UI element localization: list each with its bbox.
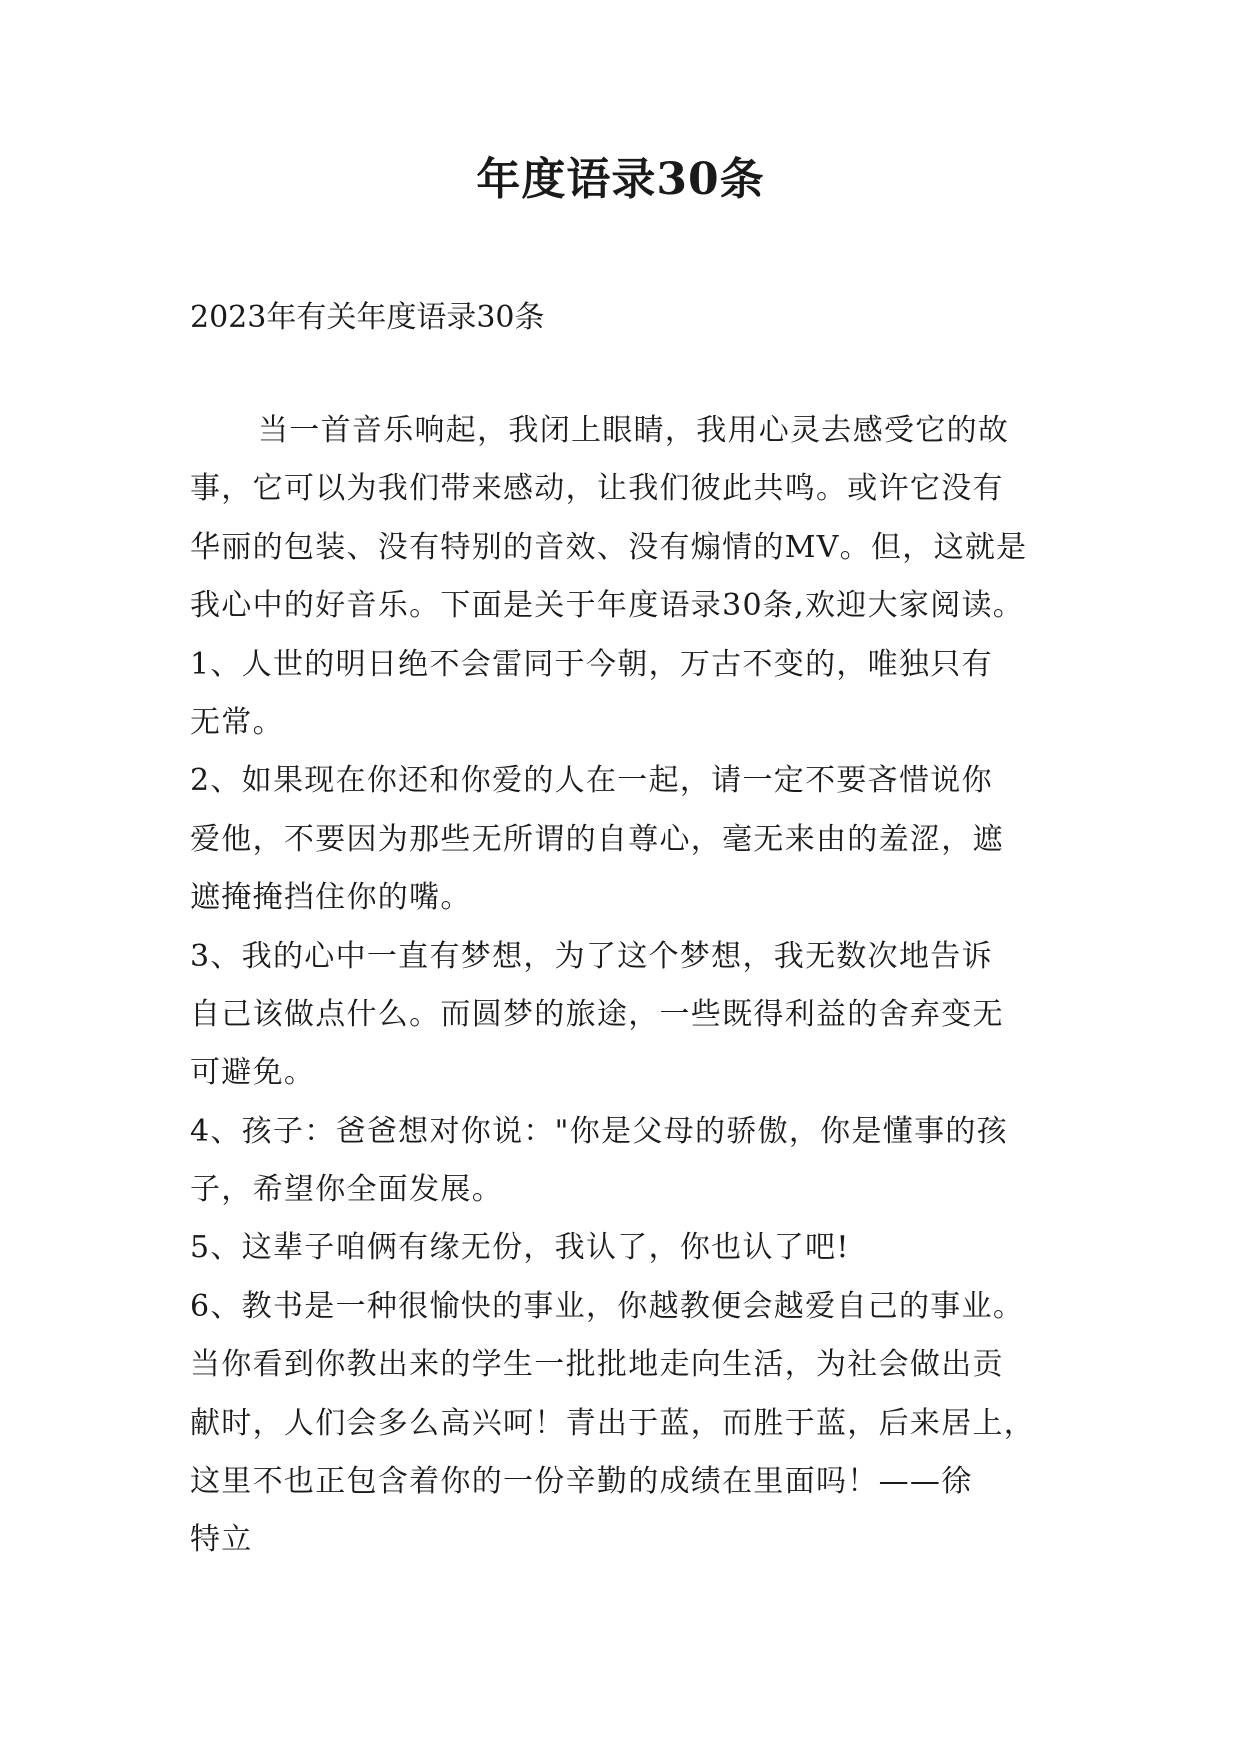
body-line: 2、如果现在你还和你爱的人在一起，请一定不要吝惜说你 xyxy=(190,763,993,799)
document-title: 年度语录30条 xyxy=(476,154,765,205)
body-line: 4、孩子：爸爸想对你说："你是父母的骄傲，你是懂事的孩 xyxy=(190,1113,1008,1149)
body-line: 5、这辈子咱俩有缘无份，我认了，你也认了吧! xyxy=(190,1230,850,1266)
body-line: 无常。 xyxy=(190,704,284,740)
body-line: 我心中的好音乐。下面是关于年度语录30条,欢迎大家阅读。 xyxy=(190,588,1025,624)
body-line: 华丽的包装、没有特别的音效、没有煽情的MV。但，这就是 xyxy=(190,529,1028,565)
body-line: 遮掩掩挡住你的嘴。 xyxy=(190,880,472,916)
body-line: 3、我的心中一直有梦想，为了这个梦想，我无数次地告诉 xyxy=(190,938,993,974)
body-line: 特立 xyxy=(190,1522,253,1558)
body-line: 献时，人们会多么高兴呵！青出于蓝，而胜于蓝，后来居上， xyxy=(190,1405,1036,1441)
body-line: 可避免。 xyxy=(190,1055,316,1091)
body-line: 1、人世的明日绝不会雷同于今朝，万古不变的，唯独只有 xyxy=(190,646,993,682)
document-body xyxy=(190,402,1070,1570)
body-line: 当一首音乐响起，我闭上眼睛，我用心灵去感受它的故 xyxy=(258,413,1010,448)
body-line: 这里不也正包含着你的一份辛勤的成绩在里面吗！——徐 xyxy=(190,1464,973,1500)
document-subtitle: 2023年有关年度语录30条 xyxy=(190,300,545,335)
body-line: 6、教书是一种很愉快的事业，你越教便会越爱自己的事业。 xyxy=(190,1288,1025,1324)
body-line: 子，希望你全面发展。 xyxy=(190,1172,503,1208)
body-line: 事，它可以为我们带来感动，让我们彼此共鸣。或许它没有 xyxy=(190,471,1004,507)
body-line: 自己该做点什么。而圆梦的旅途，一些既得利益的舍弃变无 xyxy=(190,996,1004,1032)
body-line: 当你看到你教出来的学生一批批地走向生活，为社会做出贡 xyxy=(190,1347,1004,1383)
body-line: 爱他，不要因为那些无所谓的自尊心，毫无来由的羞涩，遮 xyxy=(190,821,1004,857)
